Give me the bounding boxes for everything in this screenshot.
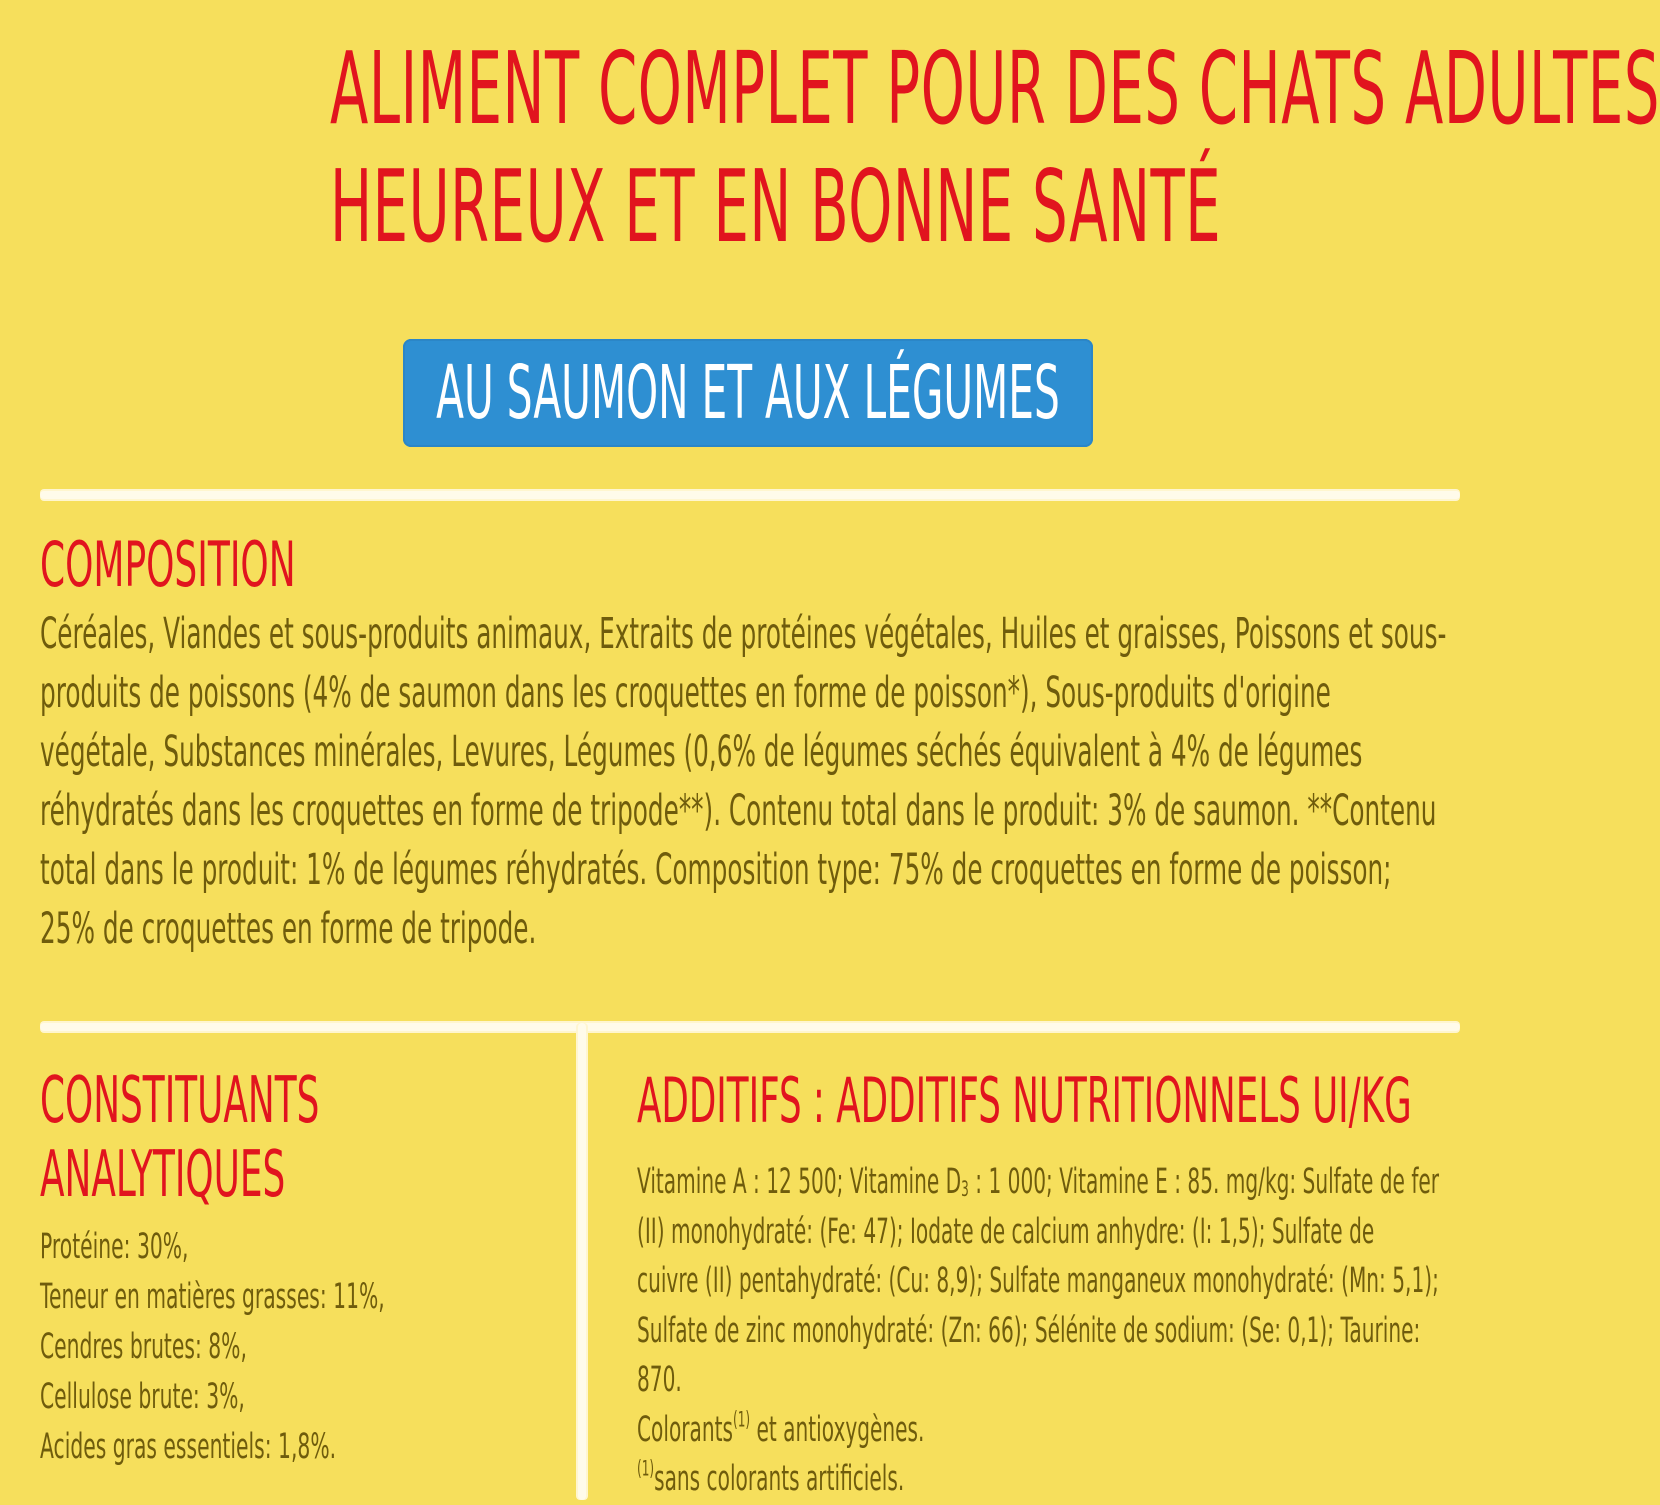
composition-text: Céréales, Viandes et sous-produits animaux, Extraits de protéines végétales, Huiles et graisses, Poissons et sous-produits de poissons (4% de saumon dans les croquettes en forme de poisson*), Sous-produits d'origine végétale, Substances minérales, Levures, Légumes (0,6% de légumes séchés équivalent à 4% de légumes réhydratés dans les croquettes en forme de tripode**). Contenu total dans le produit: 3% de saumon. **Contenu total dans le produit: 1% de légumes réhydratés. Composition type: 75% de croquettes en forme de poisson; 25% de croquettes en forme de tripode. xyxy=(40,609,1447,954)
colorants-rest: et antioxygènes. xyxy=(750,1409,925,1450)
additifs-text-b: : 1 000; Vitamine E : 85. mg/kg: Sulfate de fer (II) monohydraté: (Fe: 47); Iodate de calcium anhydre: (I: 1,5); Sulfate de cuivre (II) pentahydraté: (Cu: 8,9); Sulfate manganeux monohydraté: (Mn: 5,1); Sulfate de zinc monohydraté: (Zn: 66); Sélénite de sodium: (Se: 0,1); Taurine: 870. xyxy=(637,1162,1440,1400)
list-item: Protéine: 30%, xyxy=(40,1227,189,1267)
list-item: Teneur en matières grasses: 11%, xyxy=(40,1277,385,1317)
list-item: Cellulose brute: 3%, xyxy=(40,1377,245,1417)
footnote-line xyxy=(637,1455,1442,1505)
constituants-list xyxy=(40,1222,562,1472)
colorants-line xyxy=(637,1406,1442,1456)
constituants-heading xyxy=(40,1064,319,1212)
additifs-text xyxy=(637,1158,1442,1505)
footnote-mark-ref: (1) xyxy=(637,1456,655,1481)
additifs-heading: ADDITIFS : ADDITIFS NUTRITIONNELS UI/KG xyxy=(637,1064,1412,1137)
composition-heading: COMPOSITION xyxy=(40,528,296,601)
title-line-2: HEUREUX ET EN BONNE SANTÉ xyxy=(330,148,1222,265)
vitamin-d-subscript: 3 xyxy=(961,1177,969,1202)
footnote-mark: (1) xyxy=(733,1406,751,1431)
divider-top xyxy=(40,491,1460,499)
list-item: Acides gras essentiels: 1,8%. xyxy=(40,1427,337,1467)
title-line-1: ALIMENT COMPLET POUR DES CHATS ADULTES xyxy=(330,30,1660,147)
additifs-text-a: Vitamine A : 12 500; Vitamine D xyxy=(637,1162,962,1202)
constituants-heading-line-2: ANALYTIQUES xyxy=(40,1138,286,1212)
flavour-badge xyxy=(403,339,1093,447)
flavour-badge-label: AU SAUMON ET AUX LÉGUMES xyxy=(436,350,1060,436)
list-item: Cendres brutes: 8%, xyxy=(40,1327,247,1367)
additifs-paragraph xyxy=(637,1158,1442,1406)
page-title xyxy=(330,30,1660,266)
divider-vertical xyxy=(578,1023,586,1500)
footnote-text: sans colorants artificiels. xyxy=(654,1459,905,1499)
constituants-heading-line-1: CONSTITUANTS xyxy=(40,1064,320,1138)
divider-middle xyxy=(40,1023,1460,1031)
colorants-label: Colorants xyxy=(637,1409,734,1450)
